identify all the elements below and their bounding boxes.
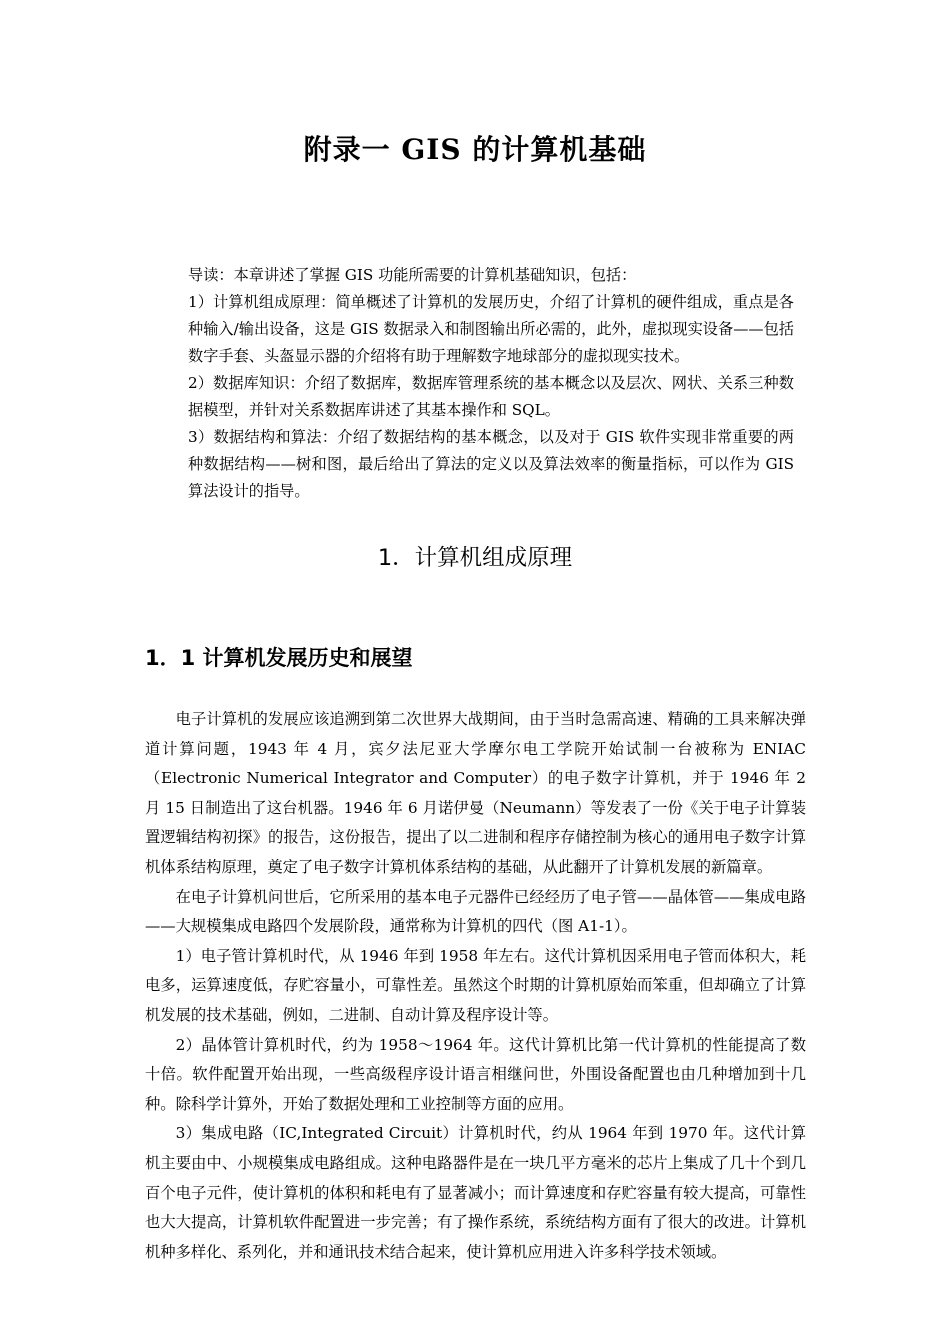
section-heading: 1．计算机组成原理 xyxy=(377,545,573,571)
body-text xyxy=(145,705,806,1267)
page-title: 附录一 GIS 的计算机基础 xyxy=(303,133,647,166)
paragraph: 1）电子管计算机时代，从 1946 年到 1958 年左右。这代计算机因采用电子管而体积大，耗电多，运算速度低，存贮容量小，可靠性差。虽然这个时期的计算机原始而笨重，但却确立了计算机发展的技术基础，例如，二进制、自动计算及程序设计等。 xyxy=(145,946,806,1024)
reading-guide xyxy=(188,262,794,505)
guide-item: 1）计算机组成原理：简单概述了计算机的发展历史，介绍了计算机的硬件组成，重点是各种输入/输出设备，这是 GIS 数据录入和制图输出所必需的，此外，虚拟现实设备——包括数字手套、头盔显示器的介绍将有助于理解数字地球部分的虚拟现实技术。 xyxy=(188,293,794,365)
subsection-heading: 1．1 计算机发展历史和展望 xyxy=(145,646,413,670)
guide-intro: 导读：本章讲述了掌握 GIS 功能所需要的计算机基础知识，包括： xyxy=(188,266,637,284)
guide-item: 2）数据库知识：介绍了数据库，数据库管理系统的基本概念以及层次、网状、关系三种数据模型，并针对关系数据库讲述了其基本操作和 SQL。 xyxy=(188,374,794,419)
paragraph: 2）晶体管计算机时代，约为 1958～1964 年。这代计算机比第一代计算机的性能提高了数十倍。软件配置开始出现，一些高级程序设计语言相继问世，外围设备配置也由几种增加到十几种。除科学计算外，开始了数据处理和工业控制等方面的应用。 xyxy=(145,1035,806,1113)
paragraph: 在电子计算机问世后，它所采用的基本电子元器件已经经历了电子管——晶体管——集成电路——大规模集成电路四个发展阶段，通常称为计算机的四代（图 A1-1）。 xyxy=(145,887,806,936)
paragraph: 电子计算机的发展应该追溯到第二次世界大战期间，由于当时急需高速、精确的工具来解决弹道计算问题，1943 年 4 月，宾夕法尼亚大学摩尔电工学院开始试制一台被称为 ENIAC（Electronic Numerical Integrator and Computer）的电子数字计算机，并于 1946 年 2 月 15 日制造出了这台机器。1946 年 6 月诺伊曼（Neumann）等发表了一份《关于电子计算装置逻辑结构初探》的报告，这份报告，提出了以二进制和程序存储控制为核心的通用电子数字计算机体系结构原理，奠定了电子数字计算机体系结构的基础，从此翻开了计算机发展的新篇章。 xyxy=(145,710,806,876)
paragraph: 3）集成电路（IC,Integrated Circuit）计算机时代，约从 1964 年到 1970 年。这代计算机主要由中、小规模集成电路组成。这种电路器件是在一块几平方毫米的芯片上集成了几十个到几百个电子元件，使计算机的体积和耗电有了显著减小；而计算速度和存贮容量有较大提高，可靠性也大大提高，计算机软件配置进一步完善；有了操作系统，系统结构方面有了很大的改进。计算机机种多样化、系列化，并和通讯技术结合起来，使计算机应用进入许多科学技术领域。 xyxy=(145,1124,806,1261)
guide-item: 3）数据结构和算法：介绍了数据结构的基本概念，以及对于 GIS 软件实现非常重要的两种数据结构——树和图，最后给出了算法的定义以及算法效率的衡量指标，可以作为 GIS 算法设计的指导。 xyxy=(188,428,794,500)
